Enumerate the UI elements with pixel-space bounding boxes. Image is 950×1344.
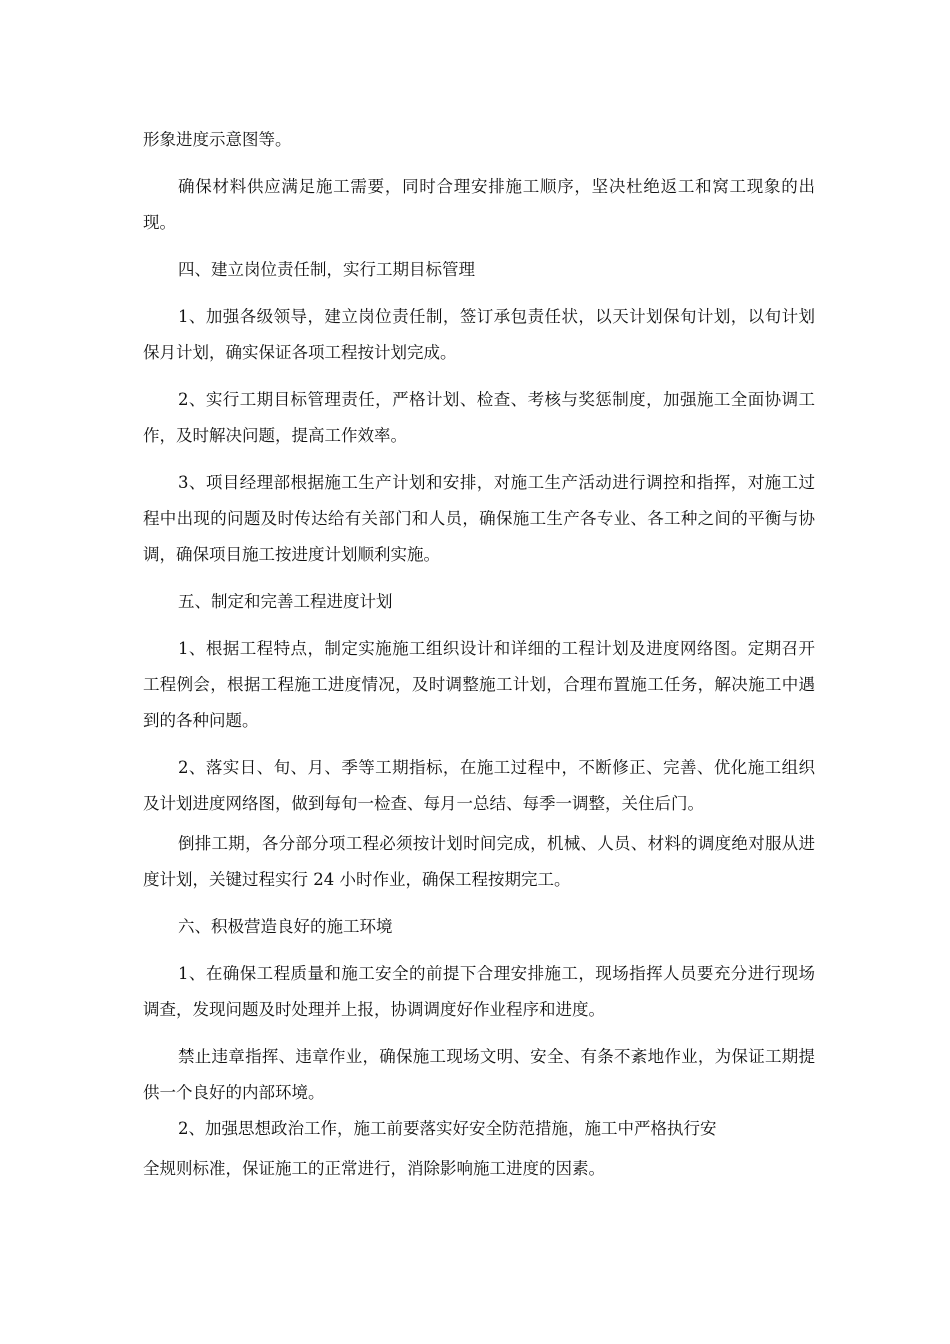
paragraph-5-1: 1、根据工程特点，制定实施施工组织设计和详细的工程计划及进度网络图。定期召开工程例会，根据工程施工进度情况，及时调整施工计划，合理布置施工任务，解决施工中遇到的各种问题。 — [143, 639, 815, 730]
paragraph-continuation: 形象进度示意图等。 — [143, 130, 292, 149]
paragraph-6-2-line1: 2、加强思想政治工作，施工前要落实好安全防范措施，施工中严格执行安 — [178, 1119, 717, 1138]
section-heading-5: 五、制定和完善工程进度计划 — [178, 592, 393, 611]
paragraph-4-3: 3、项目经理部根据施工生产计划和安排，对施工生产活动进行调控和指挥，对施工过程中出现的问题及时传达给有关部门和人员，确保施工生产各专业、各工种之间的平衡与协调，确保项目施工按进度计划顺利实施。 — [143, 473, 815, 564]
section-heading-6: 六、积极营造良好的施工环境 — [178, 917, 393, 936]
paragraph-materials: 确保材料供应满足施工需要，同时合理安排施工顺序，坚决杜绝返工和窝工现象的出现。 — [143, 177, 815, 232]
paragraph-6-1: 1、在确保工程质量和施工安全的前提下合理安排施工，现场指挥人员要充分进行现场调查，发现问题及时处理并上报，协调调度好作业程序和进度。 — [143, 964, 815, 1019]
section-heading-4: 四、建立岗位责任制，实行工期目标管理 — [178, 260, 475, 279]
paragraph-4-1: 1、加强各级领导，建立岗位责任制，签订承包责任状，以天计划保旬计划，以旬计划保月计划，确实保证各项工程按计划完成。 — [143, 307, 815, 362]
paragraph-6-2-line2: 全规则标准，保证施工的正常进行，消除影响施工进度的因素。 — [143, 1159, 605, 1178]
paragraph-5-2: 2、落实日、旬、月、季等工期指标，在施工过程中，不断修正、完善、优化施工组织及计划进度网络图，做到每旬一检查、每月一总结、每季一调整，关住后门。 — [143, 758, 815, 813]
paragraph-prohibition: 禁止违章指挥、违章作业，确保施工现场文明、安全、有条不紊地作业，为保证工期提供一个良好的内部环境。 — [143, 1047, 815, 1102]
document-body — [143, 122, 815, 1187]
paragraph-4-2: 2、实行工期目标管理责任，严格计划、检查、考核与奖惩制度，加强施工全面协调工作，及时解决问题，提高工作效率。 — [143, 390, 815, 445]
paragraph-schedule: 倒排工期，各分部分项工程必须按计划时间完成，机械、人员、材料的调度绝对服从进度计划，关键过程实行 24 小时作业，确保工程按期完工。 — [143, 834, 815, 889]
